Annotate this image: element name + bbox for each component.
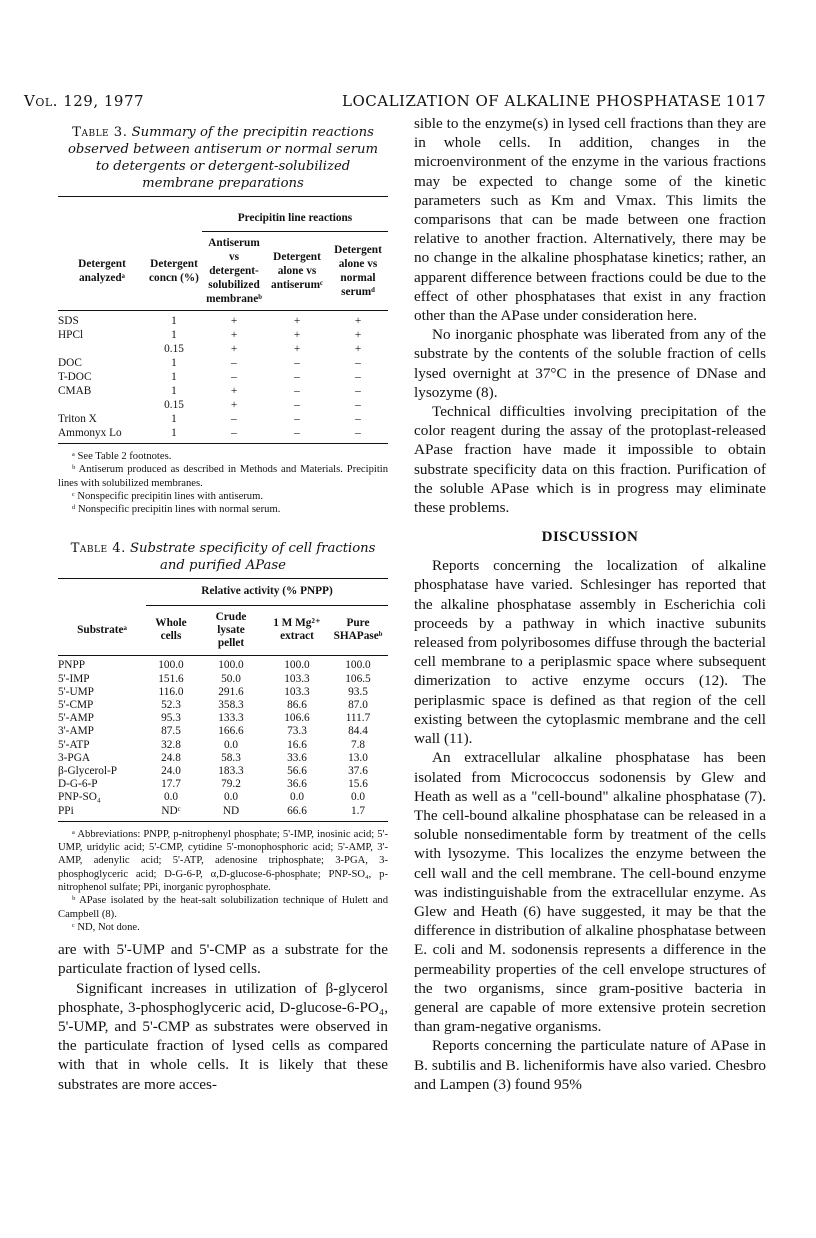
table-cell: 0.15 xyxy=(164,343,184,355)
table-cell: 79.2 xyxy=(221,778,241,791)
table-cell: 73.3 xyxy=(287,725,307,738)
running-title: LOCALIZATION OF ALKALINE PHOSPHATASE xyxy=(342,92,722,110)
table3-col-header: Detergent analyzedᵃ xyxy=(78,257,126,284)
table-cell: 0.15 xyxy=(164,399,184,411)
page-number: 1017 xyxy=(725,92,766,110)
table-cell: 87.5 xyxy=(161,725,181,738)
row-label: 5'-AMP xyxy=(58,712,94,725)
row-label: T-DOC xyxy=(58,371,92,383)
table3-col-header: Detergent alone vs normal serumᵈ xyxy=(334,244,382,298)
table4-row xyxy=(58,686,388,699)
table-cell: 24.0 xyxy=(161,764,181,777)
table4-row xyxy=(58,778,388,791)
table-cell: 1 xyxy=(171,385,177,397)
table-cell: + xyxy=(230,385,238,397)
volume-label: Vol. 129, 1977 xyxy=(24,92,145,110)
table-cell: 106.5 xyxy=(345,672,371,685)
table-cell: 95.3 xyxy=(161,712,181,725)
table-cell: 0.0 xyxy=(289,791,305,804)
table-cell: 100.0 xyxy=(218,659,244,672)
row-label: CMAB xyxy=(58,385,92,397)
section-title: DISCUSSION xyxy=(541,529,639,546)
table-cell: 133.3 xyxy=(218,712,244,725)
table-cell: 1 xyxy=(171,315,177,327)
table-cell: – xyxy=(231,427,237,439)
table3-row xyxy=(58,384,388,398)
row-label: 5'-IMP xyxy=(58,672,90,685)
table-cell: + xyxy=(293,343,301,355)
table-cell: 0.0 xyxy=(223,791,239,804)
paragraph: Significant increases in utilization of β-glycerol phosphate, 3-phosphoglyceric acid, D-glucose-6-PO₄, 5'-UMP, and 5'-CMP as substrates were observed in the particulate fraction of lysed cells as compared with that in whole cells. It is likely that these substrates are more acces- xyxy=(58,979,388,1093)
table4-row xyxy=(58,656,388,673)
table-cell: – xyxy=(294,371,300,383)
footnote: ᵇ Antiserum produced as described in Methods and Materials. Precipitin lines with solubilized membranes. xyxy=(58,464,388,489)
table-cell: 15.6 xyxy=(348,778,368,791)
row-label: HPCl xyxy=(58,329,84,341)
table4-group-header: Relative activity (% PNPP) xyxy=(146,579,388,605)
table-cell: 17.7 xyxy=(161,778,181,791)
table4-row xyxy=(58,791,388,804)
table-cell: 106.6 xyxy=(284,712,310,725)
table3-row xyxy=(58,356,388,370)
table3-row xyxy=(58,398,388,412)
table-cell: – xyxy=(355,371,361,383)
table4-row xyxy=(58,712,388,725)
table3-label: Table 3. xyxy=(72,125,128,140)
table-cell: 166.6 xyxy=(218,725,244,738)
footnote: ᵇ APase isolated by the heat-salt solubilization technique of Hulett and Campbell (8). xyxy=(58,895,388,920)
paragraph: Technical difficulties involving precipitation of the color reagent during the assay of the protoplast-released APase fraction have made it impossible to obtain substrate specificity data on this fraction. Purification of the soluble APase which is in progress may eliminate these problems. xyxy=(414,403,766,517)
table4-caption xyxy=(58,540,388,574)
row-label: 3-PGA xyxy=(58,751,91,764)
table-cell: – xyxy=(231,357,237,369)
table-cell: 32.8 xyxy=(161,738,181,751)
table3-row xyxy=(58,311,388,329)
paragraph: No inorganic phosphate was liberated from any of the substrate by the contents of the soluble fraction of cells lysed overnight at 37°C in the presence of DNase and lysozyme (8). xyxy=(414,326,766,401)
table-cell: 151.6 xyxy=(158,672,184,685)
paragraph: Reports concerning the localization of alkaline phosphatase have varied. Schlesinger has reported that the alkaline phosphatase assembly in Escherichia coli proceeds by a pathway in which inactive subunits released from polyribosomes diffuse through the bacterial cell membrane to a periplasmic space where subsequent dimerization to active enzyme occurs (12). The periplasmic space is defined as that region of the cell existing between the cytoplasmic membrane and the cell wall (11). xyxy=(414,557,766,748)
table4-caption-text: Substrate specificity of cell fractions and purified APase xyxy=(130,541,376,574)
table-cell: 7.8 xyxy=(350,738,366,751)
table-cell: ND xyxy=(222,804,240,817)
table-cell: 291.6 xyxy=(218,685,244,698)
table-cell: 93.5 xyxy=(348,685,368,698)
table3-col-header: Antiserum vs detergent-solubilized membraneᵇ xyxy=(206,237,262,305)
table-cell: 50.0 xyxy=(221,672,241,685)
table-cell: 66.6 xyxy=(287,804,307,817)
table-cell: – xyxy=(355,413,361,425)
table-cell: 16.6 xyxy=(287,738,307,751)
table-cell: + xyxy=(230,329,238,341)
table-cell: – xyxy=(294,399,300,411)
table-cell: 13.0 xyxy=(348,751,368,764)
right-body-text-top xyxy=(414,114,766,517)
row-label: D-G-6-P xyxy=(58,778,98,791)
table3-caption-text: Summary of the precipitin reactions observed between antiserum or normal serum to detergents or detergent-solubilized membrane preparations xyxy=(67,125,379,191)
table3-row xyxy=(58,412,388,426)
table-cell: 24.8 xyxy=(161,751,181,764)
table4-label: Table 4. xyxy=(70,541,126,557)
table-cell: 0.0 xyxy=(223,738,239,751)
footnote: ᶜ ND, Not done. xyxy=(72,921,140,933)
table3-row xyxy=(58,328,388,342)
row-label: 5'-CMP xyxy=(58,698,94,711)
table-cell: – xyxy=(294,427,300,439)
footnote: ᵈ Nonspecific precipitin lines with normal serum. xyxy=(72,504,281,516)
row-label xyxy=(58,342,146,356)
table-cell: 116.0 xyxy=(158,685,184,698)
footnote: ᵃ Abbreviations: PNPP, p-nitrophenyl phosphate; 5'-IMP, inosinic acid; 5'-UMP, uridylic acid; 5'-CMP, cytidine 5'-monophosphoric acid; 5'-AMP, 3'-AMP, adenylic acid; 5'-ATP, adenosine triphosphate; 3-PGA, 3-phosphoglyceric acid; D-G-6-P, α,D-glucose-6-phosphate; PNP-SO₄, p-nitrophenol sulfate; PPi, inorganic pyrophosphate. xyxy=(58,828,388,893)
table3-col-header: Detergent concn (%) xyxy=(149,257,199,284)
table4-footnotes xyxy=(58,828,388,934)
table-cell: – xyxy=(294,385,300,397)
table4 xyxy=(58,579,388,820)
table4-row xyxy=(58,725,388,738)
footnote: ᶜ Nonspecific precipitin lines with antiserum. xyxy=(72,490,263,502)
table-cell: 58.3 xyxy=(221,751,241,764)
row-label: 3'-AMP xyxy=(58,725,94,738)
table-cell: 358.3 xyxy=(218,698,244,711)
table-cell: 1 xyxy=(171,357,177,369)
table3-row xyxy=(58,342,388,356)
table-cell: 36.6 xyxy=(287,778,307,791)
paragraph: sible to the enzyme(s) in lysed cell fractions than they are in whole cells. In addition, changes in the microenvironment of the enzyme in the various fractions may be expected to change some of the kinetic parameters such as Km and Vmax. This limits the comparisons that can be made between one fraction relative to another fraction. Alternatively, there may be no change in the alkaline phosphatase kinetics; rather, an apparent difference between fractions could be due to the effect of other phosphatases that exist in any fraction other than the APase under consideration here. xyxy=(414,115,766,325)
table4-row xyxy=(58,765,388,778)
table3 xyxy=(58,197,388,443)
table-cell: 86.6 xyxy=(287,698,307,711)
row-label: Ammonyx Lo xyxy=(58,427,122,439)
row-label: Triton X xyxy=(58,413,97,425)
row-label: PPi xyxy=(58,804,74,817)
table-cell: NDᶜ xyxy=(161,804,181,817)
paragraph: Reports concerning the particulate nature of APase in B. subtilis and B. licheniformis have also varied. Chesbro and Lampen (3) found 95% xyxy=(414,1037,766,1093)
table-cell: + xyxy=(293,329,301,341)
table4-row xyxy=(58,752,388,765)
table-cell: 103.3 xyxy=(284,672,310,685)
row-label: 5'-ATP xyxy=(58,738,90,751)
table-cell: 0.0 xyxy=(163,791,179,804)
table4-col-header: Whole cells xyxy=(155,617,187,643)
table3-col-header: Detergent alone vs antiserumᶜ xyxy=(271,251,323,291)
table3-caption xyxy=(58,124,388,192)
table-cell: 1 xyxy=(171,371,177,383)
table-cell: 1.7 xyxy=(350,804,366,817)
row-label: β-Glycerol-P xyxy=(58,764,118,777)
table-cell: – xyxy=(355,385,361,397)
left-column xyxy=(58,124,388,1094)
table-cell: 103.3 xyxy=(284,685,310,698)
table4-row xyxy=(58,739,388,752)
table-cell: + xyxy=(230,343,238,355)
row-label: PNPP xyxy=(58,659,86,672)
table-cell: – xyxy=(355,427,361,439)
table-cell: – xyxy=(355,357,361,369)
table-cell: 37.6 xyxy=(348,764,368,777)
table4-col-header: Pure SHAPaseᵇ xyxy=(333,617,383,643)
footnote: ᵃ See Table 2 footnotes. xyxy=(72,451,172,462)
table4-col-header: Substrateᵃ xyxy=(77,623,127,636)
running-header xyxy=(24,92,766,110)
table-cell: – xyxy=(231,371,237,383)
table3-footnotes xyxy=(58,450,388,516)
table-cell: – xyxy=(294,357,300,369)
left-body-text xyxy=(58,940,388,1094)
row-label xyxy=(58,398,146,412)
row-label: SDS xyxy=(58,315,79,327)
table4-col-header: 1 M Mg²⁺ extract xyxy=(273,617,321,643)
table-cell: 100.0 xyxy=(345,659,371,672)
table-cell: + xyxy=(354,343,362,355)
right-body-text-bottom xyxy=(414,556,766,1094)
table-cell: 33.6 xyxy=(287,751,307,764)
table-cell: 56.6 xyxy=(287,764,307,777)
right-column xyxy=(414,114,766,1094)
table-cell: + xyxy=(354,329,362,341)
table-cell: 111.7 xyxy=(345,712,371,725)
table3-row xyxy=(58,426,388,443)
table4-row xyxy=(58,673,388,686)
table-cell: 1 xyxy=(171,413,177,425)
table-cell: 87.0 xyxy=(348,698,368,711)
row-label: DOC xyxy=(58,357,82,369)
row-label: PNP-SO₄ xyxy=(58,791,101,804)
table-cell: + xyxy=(354,315,362,327)
table-cell: + xyxy=(293,315,301,327)
table3-row xyxy=(58,370,388,384)
table-cell: – xyxy=(231,413,237,425)
row-label: 5'-UMP xyxy=(58,685,94,698)
table4-col-header: Crude lysate pellet xyxy=(215,610,247,650)
table-cell: – xyxy=(355,399,361,411)
table-cell: 0.0 xyxy=(350,791,366,804)
table-cell: 84.4 xyxy=(348,725,368,738)
paragraph: An extracellular alkaline phosphatase has been isolated from Micrococcus sodonensis by Glew and Heath as well as a "cell-bound" alkaline phosphatase (7). The cell-bound alkaline phosphatase can be released in a soluble nonsedimentable form by treatment of the cells with lysozyme. This localizes the enzyme between the cell wall and the cell membrane. The cell-bound enzyme was indistinguishable from the extracellular enzyme. As Glew and Heath (6) have suggested, it may be that the difference in distribution of alkaline phosphatase between E. coli and M. sodonensis represents a difference in the permeability properties of the cell envelope structures of the two organisms, since gram-positive bacteria in general are capable of more extensive protein secretion than gram-negative organisms. xyxy=(414,749,766,1036)
table-cell: 52.3 xyxy=(161,698,181,711)
table-cell: 183.3 xyxy=(218,764,244,777)
table-cell: 1 xyxy=(171,329,177,341)
table4-row xyxy=(58,805,388,821)
table-cell: 100.0 xyxy=(284,659,310,672)
table-cell: 1 xyxy=(171,427,177,439)
table-cell: 100.0 xyxy=(158,659,184,672)
table3-group-header: Precipitin line reactions xyxy=(202,197,388,232)
table-cell: + xyxy=(230,315,238,327)
paragraph: are with 5'-UMP and 5'-CMP as a substrate for the particulate fraction of lysed cells. xyxy=(58,941,388,978)
table-cell: + xyxy=(230,399,238,411)
table4-row xyxy=(58,699,388,712)
table-cell: – xyxy=(294,413,300,425)
